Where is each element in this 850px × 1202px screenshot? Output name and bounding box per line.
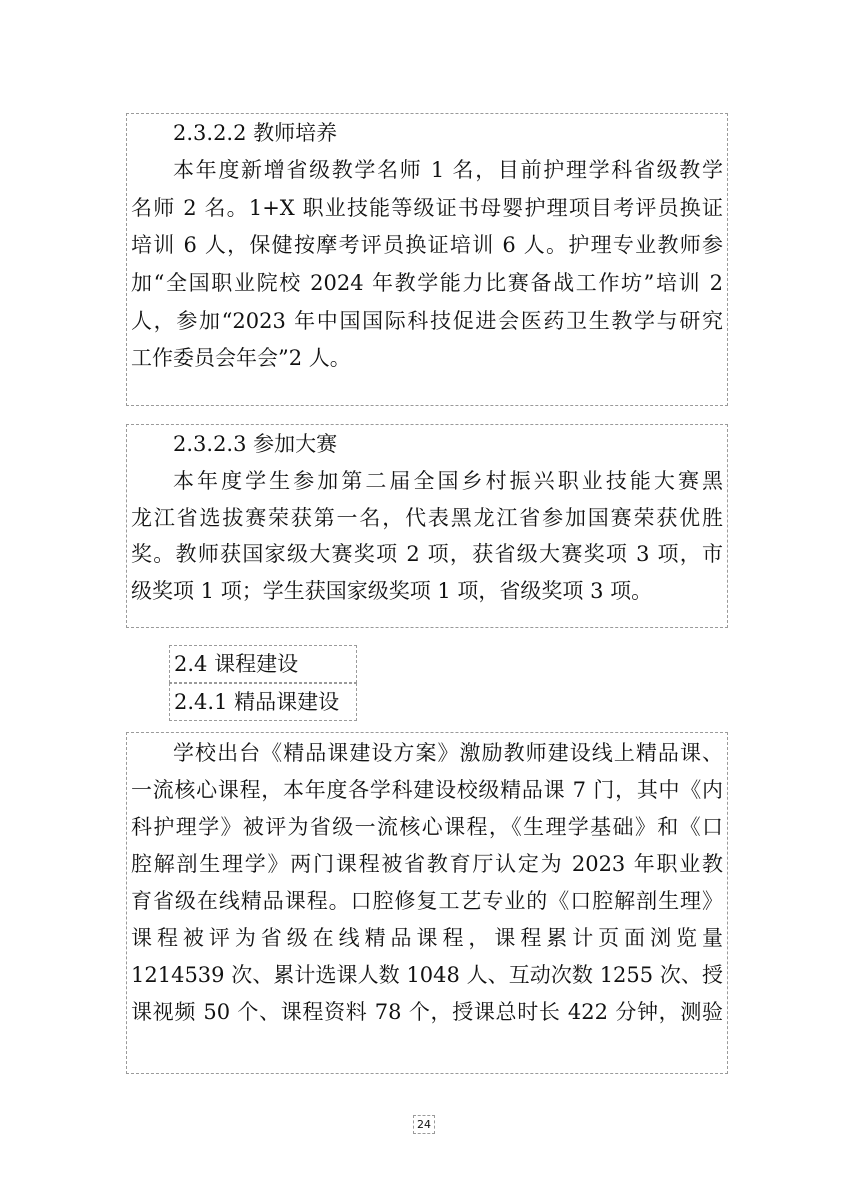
paragraph-line: 人，参加“2023 年中国国际科技促进会医药卫生教学与研究 [131,308,723,333]
paragraph-line: 课程被评为省级在线精品课程，课程累计页面浏览量 [131,926,723,950]
paragraph-line: 加“全国职业院校 2024 年教学能力比赛备战工作坊”培训 2 [131,271,723,296]
paragraph-line: 课视频 50 个、课程资料 78 个，授课总时长 422 分钟，测验 [131,1000,723,1024]
section-competitions [126,424,728,628]
paragraph-line: 奖。教师获国家级大赛奖项 2 项，获省级大赛奖项 3 项，市 [131,542,723,566]
paragraph-line: 育省级在线精品课程。口腔修复工艺专业的《口腔解剖生理》 [131,889,723,913]
paragraph-line: 名师 2 名。1+X 职业技能等级证书母婴护理项目考评员换证 [131,195,723,220]
paragraph-line: 学校出台《精品课建设方案》激励教师建设线上精品课、 [173,741,723,765]
section-heading-quality-courses: 2.4.1 精品课建设 [169,683,357,721]
page-number: 24 [413,1115,435,1134]
paragraph-line: 培训 6 人，保健按摩考评员换证培训 6 人。护理专业教师参 [131,233,723,258]
paragraph-line: 腔解剖生理学》两门课程被省教育厅认定为 2023 年职业教 [131,852,723,876]
section-heading-course-construction: 2.4 课程建设 [169,645,357,683]
section-heading: 2.3.2.2 教师培养 [173,121,338,145]
section-heading: 2.3.2.3 参加大赛 [173,432,338,456]
paragraph-line: 龙江省选拔赛荣获第一名，代表黑龙江省参加国赛荣获优胜 [131,505,723,530]
section-quality-courses-body [126,732,728,1074]
paragraph-line: 本年度学生参加第二届全国乡村振兴职业技能大赛黑 [173,469,723,493]
paragraph-line: 科护理学》被评为省级一流核心课程，《生理学基础》和《口 [131,815,723,839]
paragraph-line: 1214539 次、累计选课人数 1048 人、互动次数 1255 次、授 [131,963,723,987]
section-teacher-training [126,113,728,406]
paragraph-line: 级奖项 1 项；学生获国家级奖项 1 项，省级奖项 3 项。 [131,578,653,603]
paragraph-line: 一流核心课程，本年度各学科建设校级精品课 7 门，其中《内 [131,778,723,802]
paragraph-line: 工作委员会年会”2 人。 [131,346,351,371]
paragraph-line: 本年度新增省级教学名师 1 名，目前护理学科省级教学 [173,158,723,182]
